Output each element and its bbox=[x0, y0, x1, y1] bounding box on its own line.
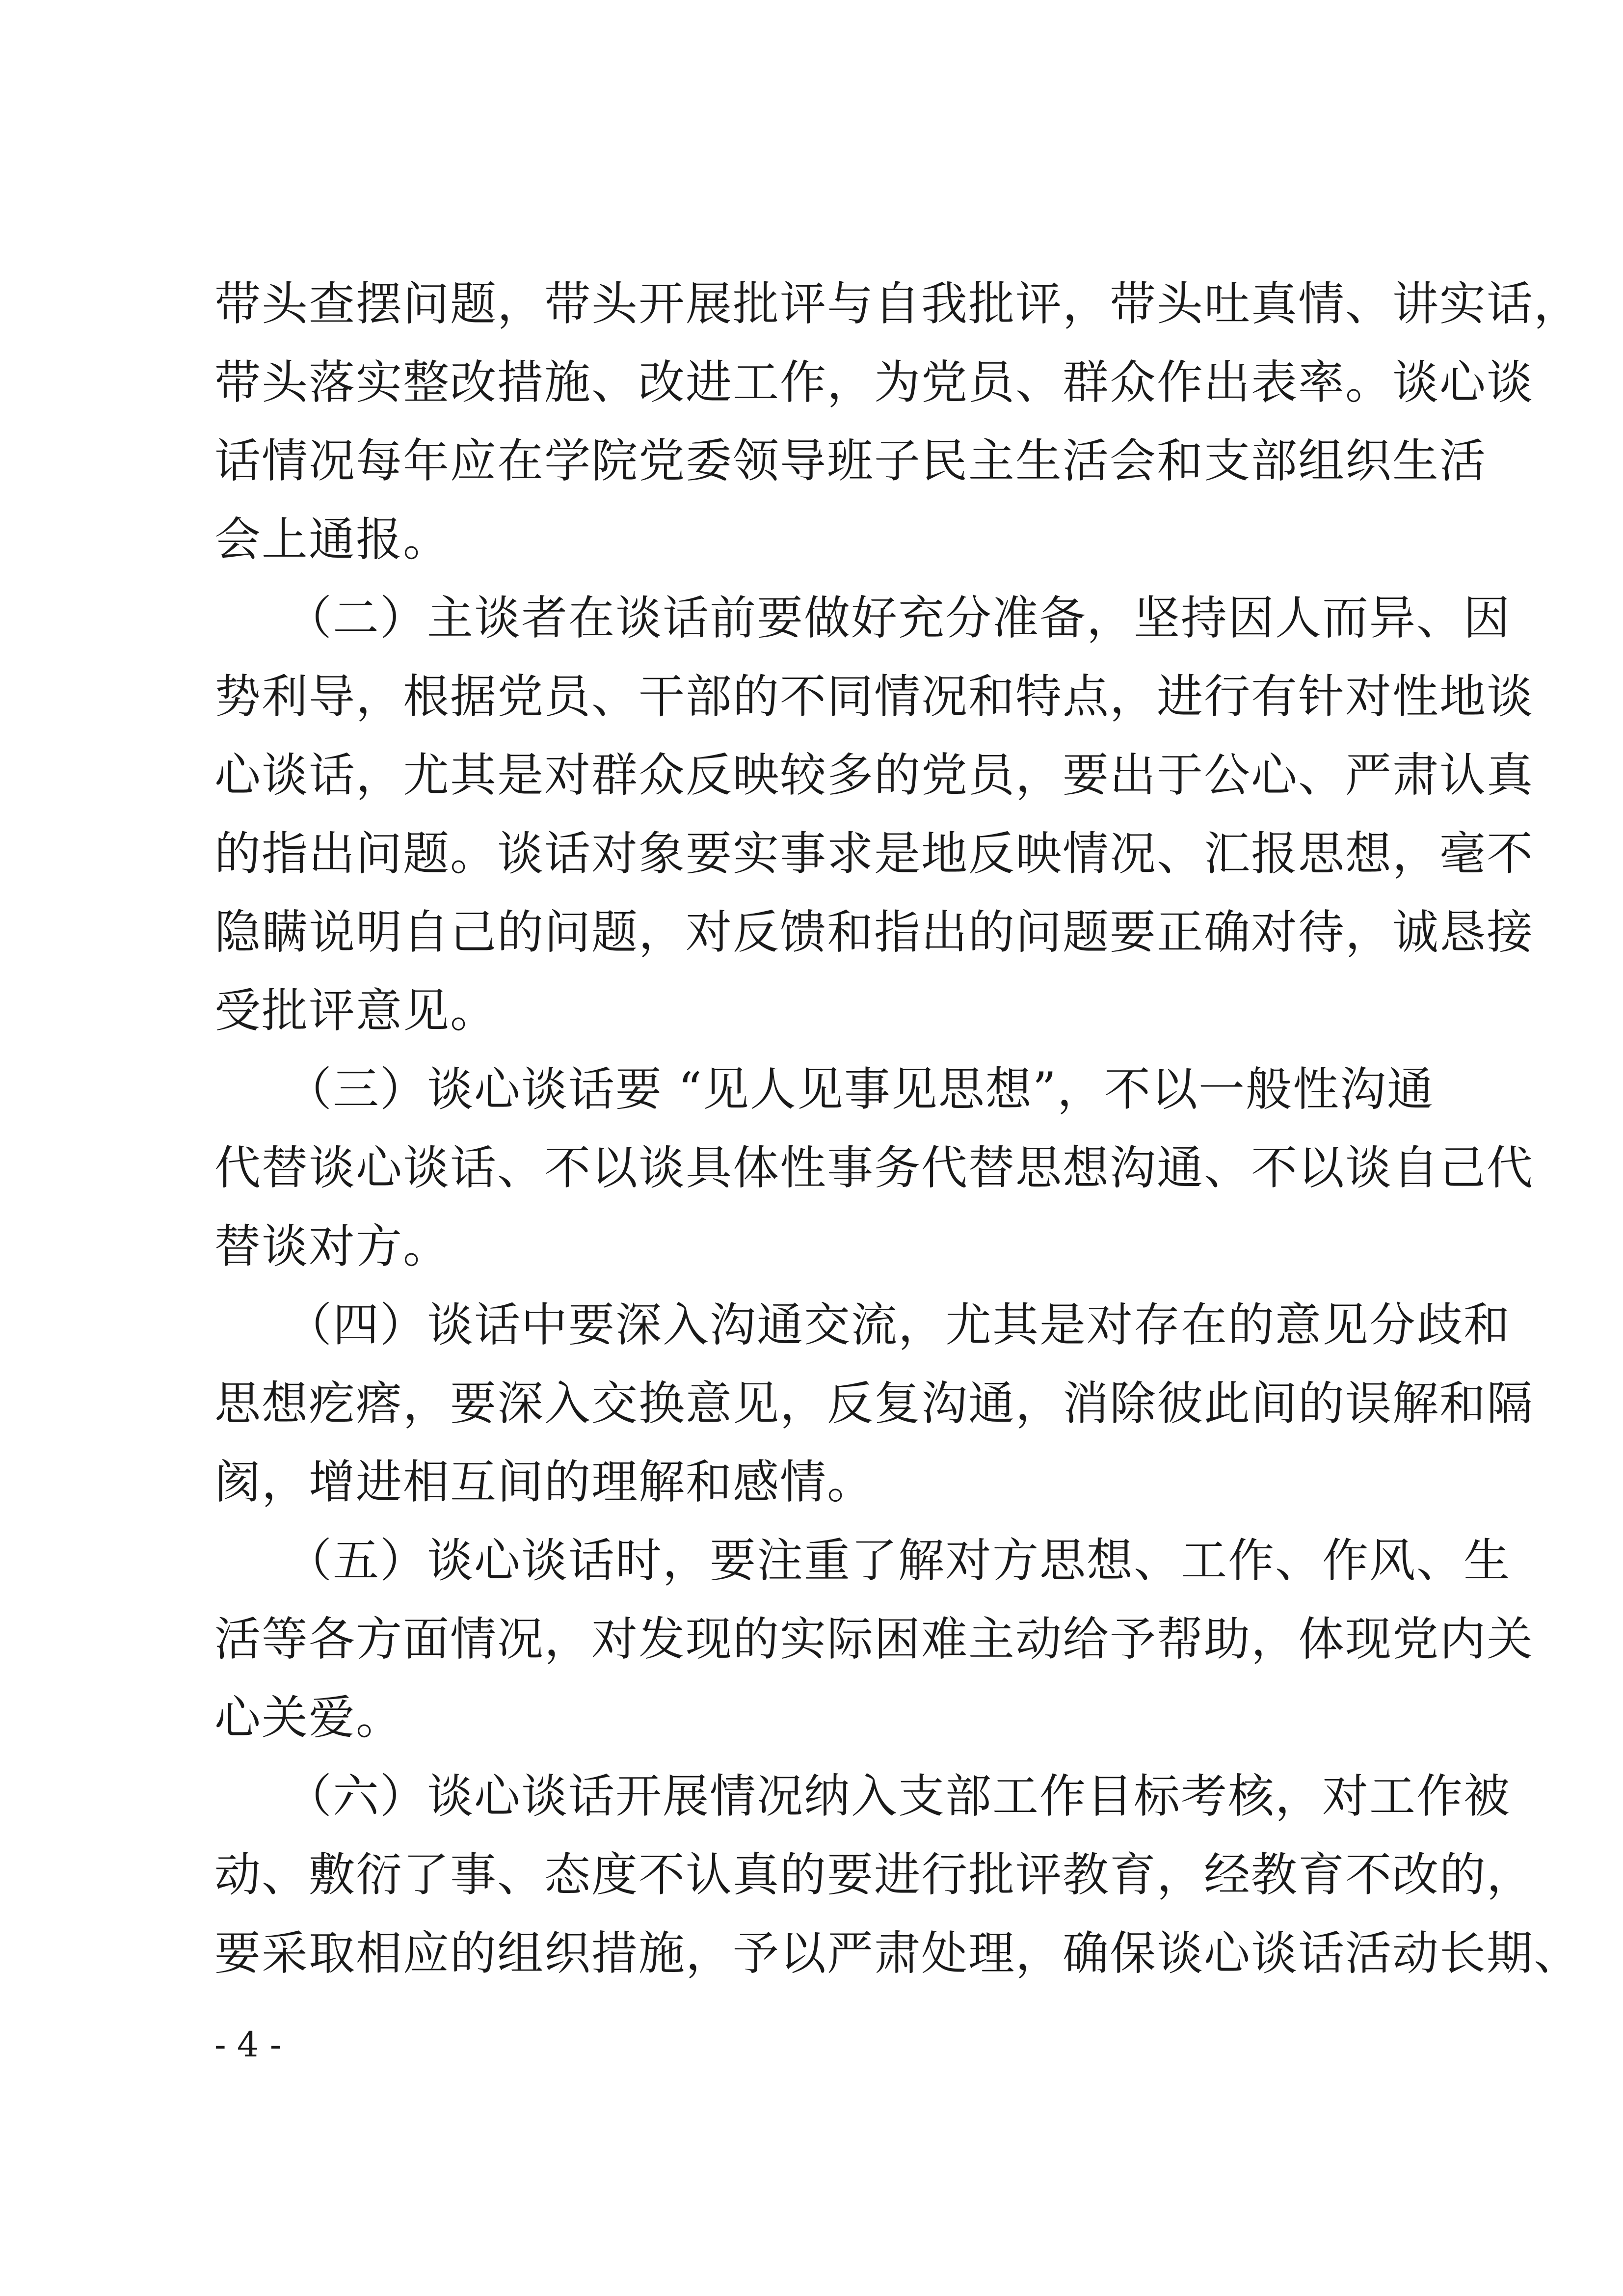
text-line: 势利导，根据党员、干部的不同情况和特点，进行有针对性地谈 bbox=[214, 670, 1534, 724]
text-line: 代替谈心谈话、不以谈具体性事务代替思想沟通、不以谈自己代 bbox=[214, 1141, 1534, 1195]
text-line: 话情况每年应在学院党委领导班子民主生活会和支部组织生活 bbox=[214, 434, 1487, 488]
text-line: 思想疙瘩，要深入交换意见，反复沟通，消除彼此间的误解和隔 bbox=[214, 1377, 1534, 1431]
text-line: 带头落实整改措施、改进工作，为党员、群众作出表率。谈心谈 bbox=[214, 356, 1534, 409]
text-line: 阂，增进相互间的理解和感情。 bbox=[214, 1456, 875, 1509]
text-line: 要采取相应的组织措施，予以严肃处理，确保谈心谈话活动长期、 bbox=[214, 1927, 1581, 1980]
text-line: 替谈对方。 bbox=[214, 1220, 451, 1273]
text-line: （五）谈心谈话时，要注重了解对方思想、工作、作风、生 bbox=[214, 1534, 1511, 1588]
text-line: 隐瞒说明自己的问题，对反馈和指出的问题要正确对待，诚恳接 bbox=[214, 906, 1534, 959]
text-line: （六）谈心谈话开展情况纳入支部工作目标考核，对工作被 bbox=[214, 1770, 1511, 1823]
body-text bbox=[214, 265, 1581, 1993]
text-line: 带头查摆问题，带头开展批评与自我批评，带头吐真情、讲实话， bbox=[214, 277, 1581, 331]
text-line: 心关爱。 bbox=[214, 1691, 403, 1745]
text-line: 动、敷衍了事、态度不认真的要进行批评教育，经教育不改的， bbox=[214, 1848, 1534, 1902]
text-line: 会上通报。 bbox=[214, 513, 451, 567]
text-line: （四）谈话中要深入沟通交流，尤其是对存在的意见分歧和 bbox=[214, 1298, 1511, 1352]
page-number: - 4 - bbox=[214, 2025, 282, 2065]
text-line: （二）主谈者在谈话前要做好充分准备，坚持因人而异、因 bbox=[214, 592, 1511, 645]
text-line: 心谈话，尤其是对群众反映较多的党员，要出于公心、严肃认真 bbox=[214, 749, 1534, 802]
text-line: 受批评意见。 bbox=[214, 984, 498, 1038]
text-line: 的指出问题。谈话对象要实事求是地反映情况、汇报思想，毫不 bbox=[214, 827, 1534, 881]
text-line: （三）谈心谈话要 “见人见事见思想”，不以一般性沟通 bbox=[214, 1063, 1434, 1116]
text-line: 活等各方面情况，对发现的实际困难主动给予帮助，体现党内关 bbox=[214, 1613, 1534, 1666]
